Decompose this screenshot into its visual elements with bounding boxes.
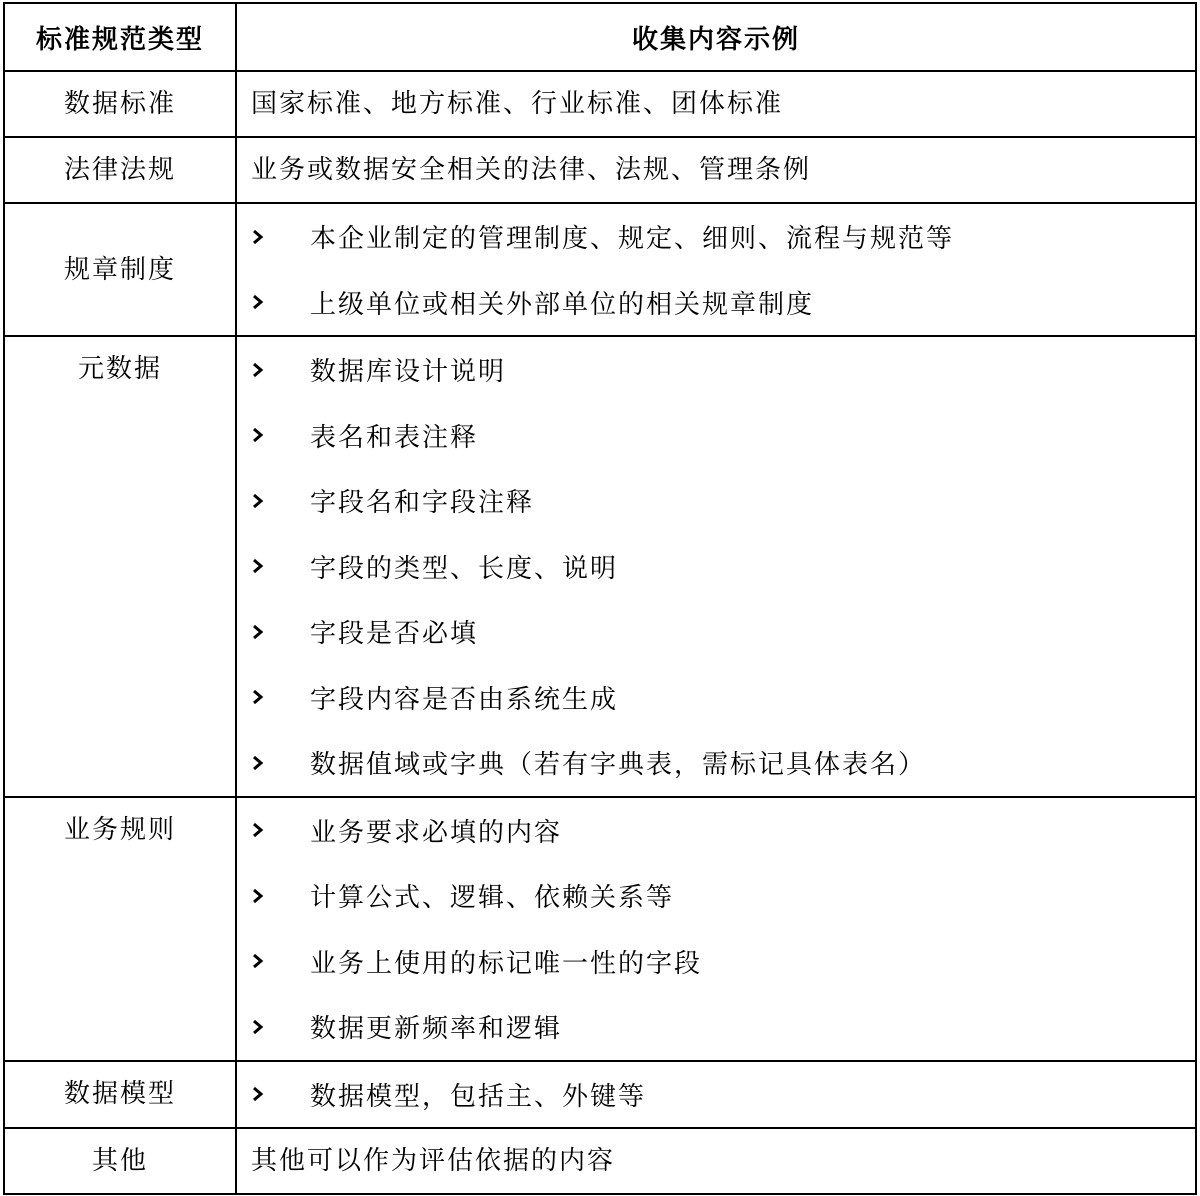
list-item (237, 730, 1195, 796)
content-cell (236, 1128, 1196, 1194)
chevron-right-icon (237, 624, 310, 640)
category-cell (4, 137, 236, 203)
category-cell (4, 336, 236, 797)
chevron-right-icon (237, 1019, 310, 1035)
list-item (237, 665, 1195, 731)
category-label: 业务规则 (63, 814, 176, 845)
content-cell (236, 797, 1196, 1061)
content-text: 业务或数据安全相关的法律、法规、管理条例 (251, 155, 812, 185)
category-cell (4, 203, 236, 336)
list-item-text: 数据模型，包括主、外键等 (310, 1081, 647, 1112)
table-row (4, 1128, 1196, 1194)
list-item (237, 994, 1195, 1060)
list-item-text: 字段的类型、长度、说明 (310, 553, 619, 584)
category-cell (4, 71, 236, 137)
list-item-text: 数据值域或字典（若有字典表，需标记具体表名） (310, 750, 927, 781)
chevron-right-icon (237, 427, 310, 443)
category-label: 规章制度 (63, 254, 176, 285)
chevron-right-icon (237, 493, 310, 509)
chevron-right-icon (237, 558, 310, 574)
list-item (237, 204, 1195, 270)
list-item (237, 337, 1195, 403)
list-item (237, 403, 1195, 469)
list-item (237, 929, 1195, 995)
table-row (4, 137, 1196, 203)
category-label: 数据模型 (63, 1078, 176, 1109)
list-item (237, 863, 1195, 929)
content-cell (236, 137, 1196, 203)
category-label: 数据标准 (63, 89, 176, 119)
list-item-text: 业务要求必填的内容 (310, 817, 563, 848)
chevron-right-icon (237, 229, 310, 245)
chevron-right-icon (237, 822, 310, 838)
chevron-right-icon (237, 953, 310, 969)
list-item (237, 599, 1195, 665)
list-item (237, 468, 1195, 534)
list-item (237, 1062, 1195, 1128)
header-content-examples: 收集内容示例 (236, 3, 1196, 71)
list-item-text: 表名和表注释 (310, 422, 479, 453)
standards-table (3, 2, 1197, 1195)
category-cell (4, 1061, 236, 1129)
chevron-right-icon (237, 294, 310, 310)
content-cell (236, 1061, 1196, 1129)
category-cell (4, 797, 236, 1061)
list-item-text: 数据更新频率和逻辑 (310, 1014, 563, 1045)
content-text: 其他可以作为评估依据的内容 (251, 1146, 616, 1176)
table-row (4, 336, 1196, 797)
category-cell (4, 1128, 236, 1194)
content-cell (236, 203, 1196, 336)
list-item-text: 字段内容是否由系统生成 (310, 684, 619, 715)
content-text: 国家标准、地方标准、行业标准、团体标准 (251, 89, 784, 119)
list-item-text: 上级单位或相关外部单位的相关规章制度 (310, 289, 815, 320)
category-label: 法律法规 (63, 155, 176, 185)
chevron-right-icon (237, 689, 310, 705)
chevron-right-icon (237, 888, 310, 904)
header-standard-type: 标准规范类型 (4, 3, 236, 71)
category-label: 元数据 (77, 354, 162, 384)
list-item-text: 业务上使用的标记唯一性的字段 (310, 948, 703, 979)
chevron-right-icon (237, 1086, 310, 1102)
table-row (4, 203, 1196, 336)
list-item (237, 798, 1195, 864)
table-row (4, 71, 1196, 137)
table-row (4, 797, 1196, 1061)
list-item-text: 字段是否必填 (310, 619, 479, 650)
chevron-right-icon (237, 362, 310, 378)
list-item-text: 数据库设计说明 (310, 357, 507, 388)
content-cell (236, 71, 1196, 137)
table-row (4, 1061, 1196, 1129)
list-item-text: 本企业制定的管理制度、规定、细则、流程与规范等 (310, 224, 955, 255)
list-item (237, 534, 1195, 600)
list-item-text: 字段名和字段注释 (310, 488, 535, 519)
header-row (4, 3, 1196, 71)
chevron-right-icon (237, 755, 310, 771)
category-label: 其他 (91, 1146, 148, 1176)
content-cell (236, 336, 1196, 797)
list-item-text: 计算公式、逻辑、依赖关系等 (310, 883, 675, 914)
list-item (237, 270, 1195, 336)
